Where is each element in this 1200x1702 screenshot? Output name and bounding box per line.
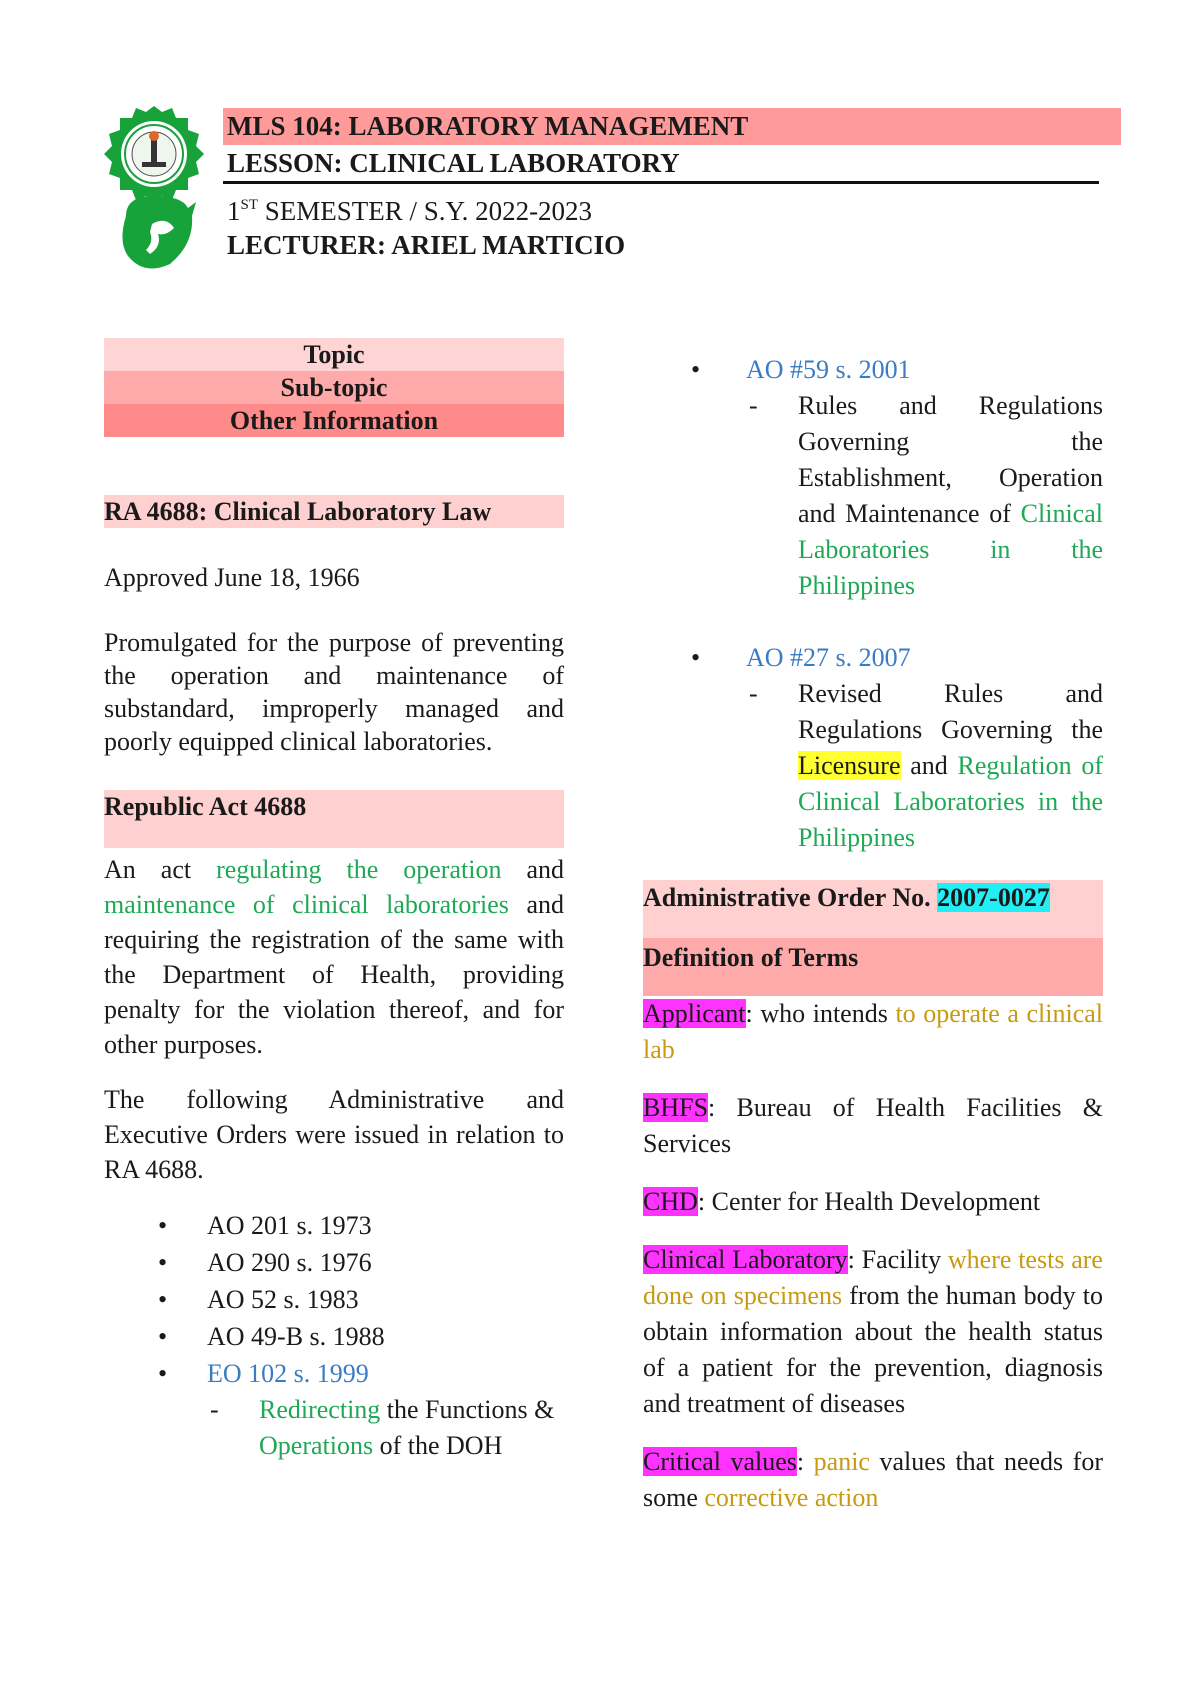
list-item: • AO 290 s. 1976 xyxy=(158,1248,372,1277)
administrative-order-heading: Administrative Order No. 2007-0027 xyxy=(643,880,1103,938)
color-legend xyxy=(104,338,564,437)
republic-act-description: An act regulating the operation and maintenance of clinical laboratories and requiring the registration of the same with the Department of Health, providing penalty for the violation thereof, and for other purposes. xyxy=(104,855,564,1059)
definition-applicant: Applicant: who intends to operate a clinical lab xyxy=(643,999,1104,1064)
document-header xyxy=(223,108,1123,262)
promulgated-paragraph: Promulgated for the purpose of preventing the operation and maintenance of substandard, improperly managed and poorly equipped clinical laboratories. xyxy=(104,628,564,756)
right-column xyxy=(643,352,1103,1516)
course-title: MLS 104: LABORATORY MANAGEMENT xyxy=(223,108,1121,145)
ra-4688-heading: RA 4688: Clinical Laboratory Law xyxy=(104,495,564,528)
legend-subtopic: Sub-topic xyxy=(104,371,564,404)
ao59-list xyxy=(643,352,1103,388)
ao27-list xyxy=(643,640,1103,676)
ao27-description: - Revised Rules and Regulations Governing the Licensure and Regulation of Clinical Laboratories in the Philippines xyxy=(749,679,1103,852)
definition-bhfs: BHFS: Bureau of Health Facilities & Services xyxy=(643,1093,1103,1158)
left-column xyxy=(104,338,564,1464)
definitions-list xyxy=(643,996,1103,1516)
list-item: • AO 52 s. 1983 xyxy=(158,1285,359,1314)
legend-other-information: Other Information xyxy=(104,404,564,437)
list-item-ao27: • AO #27 s. 2007 xyxy=(691,643,911,672)
semester-suffix: ST xyxy=(240,197,259,213)
definition-clinical-laboratory: Clinical Laboratory: Facility where tests are done on specimens from the human body to obtain information about the health status of a patient for the prevention, diagnosis and treatment of diseases xyxy=(643,1245,1103,1418)
definition-chd: CHD: Center for Health Development xyxy=(643,1187,1041,1216)
lecturer-line: LECTURER: ARIEL MARTICIO xyxy=(227,230,626,260)
list-item-ao59: • AO #59 s. 2001 xyxy=(691,355,911,384)
republic-act-heading: Republic Act 4688 xyxy=(104,790,564,848)
eo-description: - Redirecting the Functions & Operations of the DOH xyxy=(210,1395,555,1460)
semester-text: SEMESTER / S.Y. 2022-2023 xyxy=(258,196,593,226)
list-item: • AO 49-B s. 1988 xyxy=(158,1322,385,1351)
following-orders-paragraph: The following Administrative and Executive Orders were issued in relation to RA 4688. xyxy=(104,1085,564,1184)
orders-list xyxy=(104,1207,564,1392)
ao59-description: - Rules and Regulations Governing the Establishment, Operation and Maintenance of Clinical Laboratories in the Philippines xyxy=(749,391,1103,600)
list-item-eo: • EO 102 s. 1999 xyxy=(158,1359,369,1388)
semester-line xyxy=(223,194,1123,228)
legend-topic: Topic xyxy=(104,338,564,371)
school-logo-icon xyxy=(104,104,204,276)
list-item: • AO 201 s. 1973 xyxy=(158,1211,372,1240)
definition-critical-values: Critical values: panic values that needs for some corrective action xyxy=(643,1447,1103,1512)
approved-date: Approved June 18, 1966 xyxy=(104,563,360,592)
definition-of-terms-heading: Definition of Terms xyxy=(643,938,1103,996)
semester-number: 1 xyxy=(227,196,241,226)
lesson-title: LESSON: CLINICAL LABORATORY xyxy=(223,145,1099,184)
